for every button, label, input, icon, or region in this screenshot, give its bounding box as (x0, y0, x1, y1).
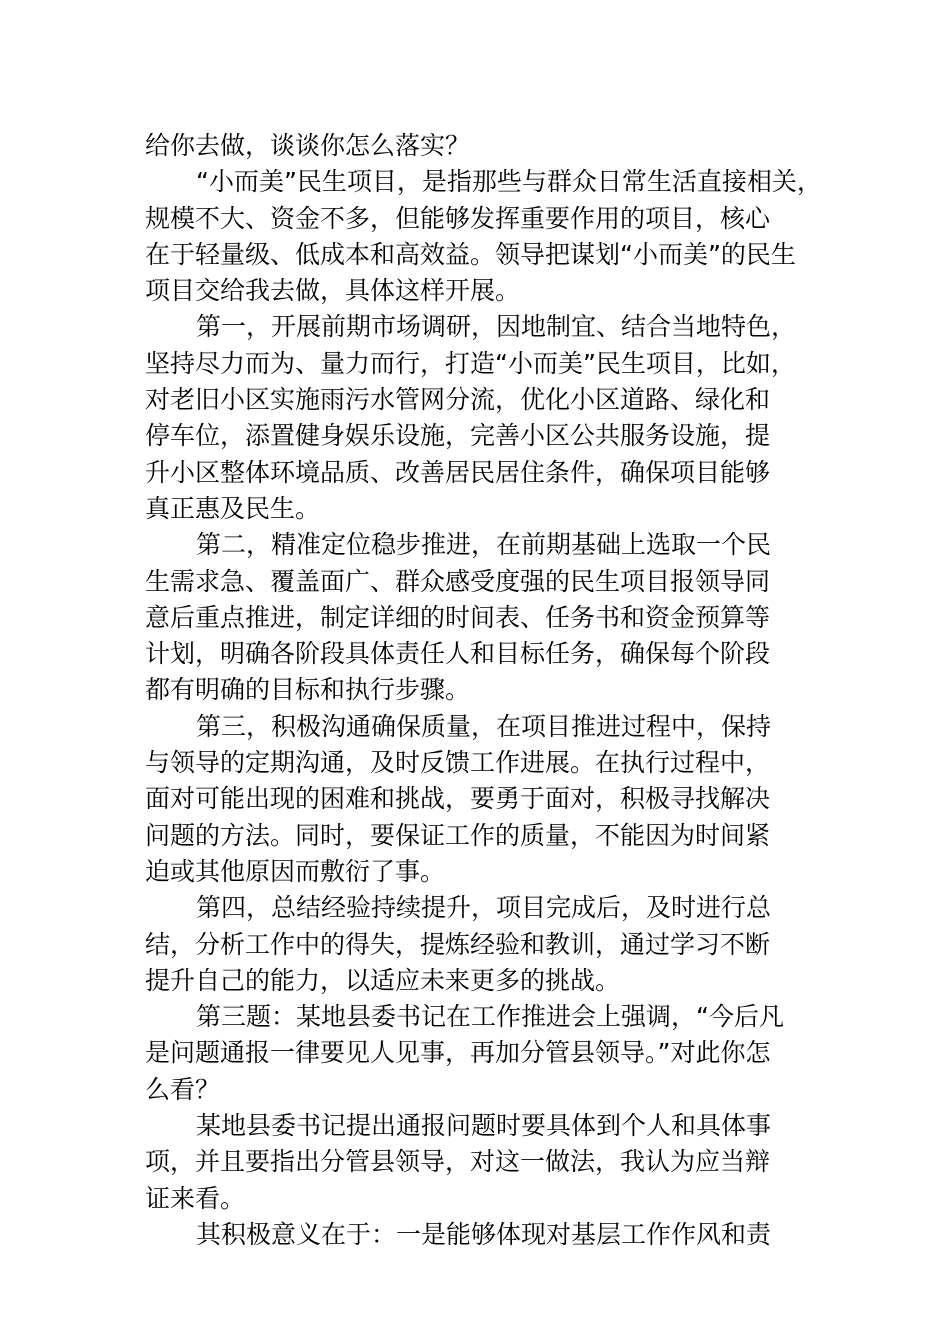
text-line: 第二，精准定位稳步推进，在前期基础上选取一个民 (196, 530, 772, 560)
text-line: 与领导的定期沟通，及时反馈工作进展。在执行过程中， (145, 748, 771, 778)
text-line: 某地县委书记提出通报问题时要具体到个人和具体事 (196, 1111, 772, 1141)
text-line: 项，并且要指出分管县领导，对这一做法，我认为应当辩 (145, 1147, 771, 1177)
document-body (145, 128, 825, 1253)
text-line: 计划，明确各阶段具体责任人和目标任务，确保每个阶段 (145, 639, 771, 669)
text-line: 都有明确的目标和执行步骤。 (145, 675, 471, 705)
paragraph-answer-intro (145, 1108, 825, 1217)
text-line: 停车位，添置健身娱乐设施，完善小区公共服务设施，提 (145, 421, 771, 451)
text-line: 对老旧小区实施雨污水管网分流，优化小区道路、绿化和 (145, 385, 771, 415)
text-line: 第三，积极沟通确保质量，在项目推进过程中，保持 (196, 711, 772, 741)
text-line: 第四，总结经验持续提升，项目完成后，及时进行总 (196, 893, 772, 923)
text-line: 坚持尽力而为、量力而行，打造“小而美”民生项目，比如， (145, 348, 796, 378)
text-line: 真正惠及民生。 (145, 493, 321, 523)
text-line: 在于轻量级、低成本和高效益。领导把谋划“小而美”的民生 (145, 239, 796, 269)
text-line: 第一，开展前期市场调研，因地制宜、结合当地特色， (196, 312, 797, 342)
paragraph-point-one (145, 309, 825, 527)
text-line: 升小区整体环境品质、改善居民居住条件，确保项目能够 (145, 457, 771, 487)
text-line: 意后重点推进，制定详细的时间表、任务书和资金预算等 (145, 602, 771, 632)
text-line: 么看？ (145, 1074, 221, 1104)
text-line: 结，分析工作中的得失，提炼经验和教训，通过学习不断 (145, 929, 771, 959)
text-line: 第三题：某地县委书记在工作推进会上强调，“今后凡 (196, 1002, 784, 1032)
paragraph-question-continuation (145, 128, 825, 164)
paragraph-question-three (145, 999, 825, 1108)
text-line: 生需求急、覆盖面广、群众感受度强的民生项目报领导同 (145, 566, 771, 596)
text-line: 面对可能出现的困难和挑战，要勇于面对，积极寻找解决 (145, 784, 771, 814)
paragraph-point-two (145, 527, 825, 708)
text-line: 规模不大、资金不多，但能够发挥重要作用的项目，核心 (145, 203, 771, 233)
paragraph-point-three (145, 709, 825, 890)
text-line: 证来看。 (145, 1183, 246, 1213)
text-line: 提升自己的能力，以适应未来更多的挑战。 (145, 965, 621, 995)
paragraph-intro (145, 164, 825, 309)
text-line: 项目交给我去做，具体这样开展。 (145, 276, 521, 306)
text-line: 其积极意义在于：一是能够体现对基层工作作风和责 (196, 1219, 772, 1249)
text-line: 给你去做，谈谈你怎么落实？ (145, 131, 471, 160)
text-line: “小而美”民生项目，是指那些与群众日常生活直接相关， (196, 167, 822, 197)
text-line: 迫或其他原因而敷衍了事。 (145, 856, 446, 886)
text-line: 是问题通报一律要见人见事，再加分管县领导。”对此你怎 (145, 1038, 771, 1068)
paragraph-point-four (145, 890, 825, 999)
paragraph-positive-significance (145, 1217, 825, 1253)
text-line: 问题的方法。同时，要保证工作的质量，不能因为时间紧 (145, 820, 771, 850)
